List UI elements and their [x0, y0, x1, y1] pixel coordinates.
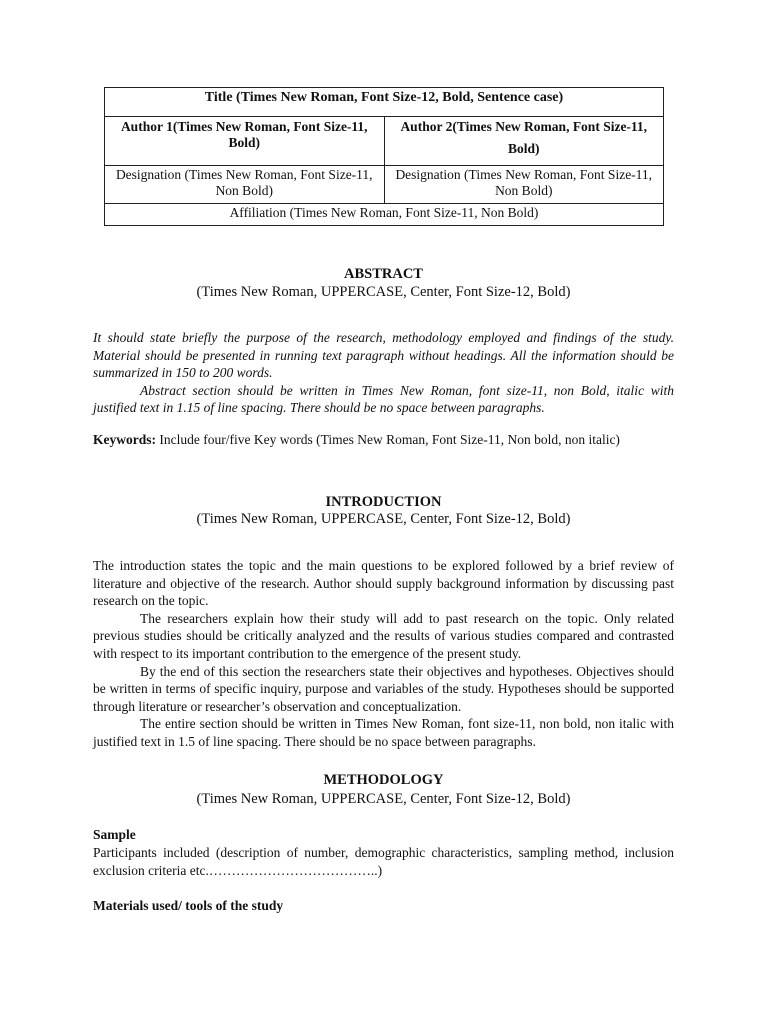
- materials-heading: Materials used/ tools of the study: [93, 898, 284, 913]
- intro-para-1: The introduction states the topic and the main questions to be explored followed by a brief review of literature and objective of the research. Author should supply background information by discussing past research on the topic.: [93, 558, 674, 609]
- introduction-body: [93, 557, 674, 751]
- introduction-heading: INTRODUCTION: [325, 494, 442, 510]
- affiliation-cell: Affiliation (Times New Roman, Font Size-11, Non Bold): [105, 204, 664, 226]
- author-1-line2: Bold): [228, 135, 260, 150]
- keywords-text: Include four/five Key words (Times New Roman, Font Size-11, Non bold, non italic): [156, 432, 620, 447]
- introduction-subheading: (Times New Roman, UPPERCASE, Center, Font Size-12, Bold): [196, 511, 571, 527]
- keywords-label: Keywords:: [93, 432, 156, 447]
- intro-para-2: The researchers explain how their study will add to past research on the topic. Only related previous studies should be critically analyzed and the results of various studies compared and contrasted with respect to its important contribution to the emergence of the present study.: [93, 610, 674, 661]
- abstract-para-2: Abstract section should be written in Times New Roman, font size-11, non Bold, italic with justified text in 1.15 of line spacing. There should be no space between paragraphs.: [93, 382, 674, 416]
- sample-text: Participants included (description of number, demographic characteristics, sampling method, inclusion exclusion criteria etc.………………………………..): [93, 845, 674, 878]
- methodology-heading: METHODOLOGY: [323, 772, 444, 788]
- author-1-line1: Author 1(Times New Roman, Font Size-11,: [120, 119, 368, 134]
- author-2-line2: Bold): [507, 141, 540, 156]
- intro-para-3: By the end of this section the researchers state their objectives and hypotheses. Objectives should be written in terms of specific inquiry, purpose and variables of the study. Hypotheses should be supported through literature or researcher’s observation and conceptualization.: [93, 663, 674, 714]
- author-1-cell: [105, 117, 385, 166]
- designation-2-cell: Designation (Times New Roman, Font Size-11, Non Bold): [384, 166, 664, 204]
- keywords-line: [93, 431, 693, 449]
- methodology-subheading: (Times New Roman, UPPERCASE, Center, Font Size-12, Bold): [196, 791, 571, 807]
- title-cell: Title (Times New Roman, Font Size-12, Bold, Sentence case): [105, 88, 664, 117]
- header-table: [104, 87, 664, 226]
- intro-para-4: The entire section should be written in Times New Roman, font size-11, non bold, non italic with justified text in 1.5 of line spacing. There should be no space between paragraphs.: [93, 716, 674, 749]
- abstract-para-1: It should state briefly the purpose of the research, methodology employed and findings of the study. Material should be presented in running text paragraph without headings. All the information should be summarized in 150 to 200 words.: [93, 330, 674, 381]
- abstract-heading: ABSTRACT: [344, 266, 423, 282]
- author-2-line1: Author 2(Times New Roman, Font Size-11,: [400, 119, 648, 134]
- author-2-cell: [384, 117, 664, 166]
- sample-heading: Sample: [93, 827, 136, 842]
- abstract-subheading: (Times New Roman, UPPERCASE, Center, Font Size-12, Bold): [196, 284, 571, 300]
- designation-1-cell: Designation (Times New Roman, Font Size-11, Non Bold): [105, 166, 385, 204]
- abstract-body: [93, 329, 674, 417]
